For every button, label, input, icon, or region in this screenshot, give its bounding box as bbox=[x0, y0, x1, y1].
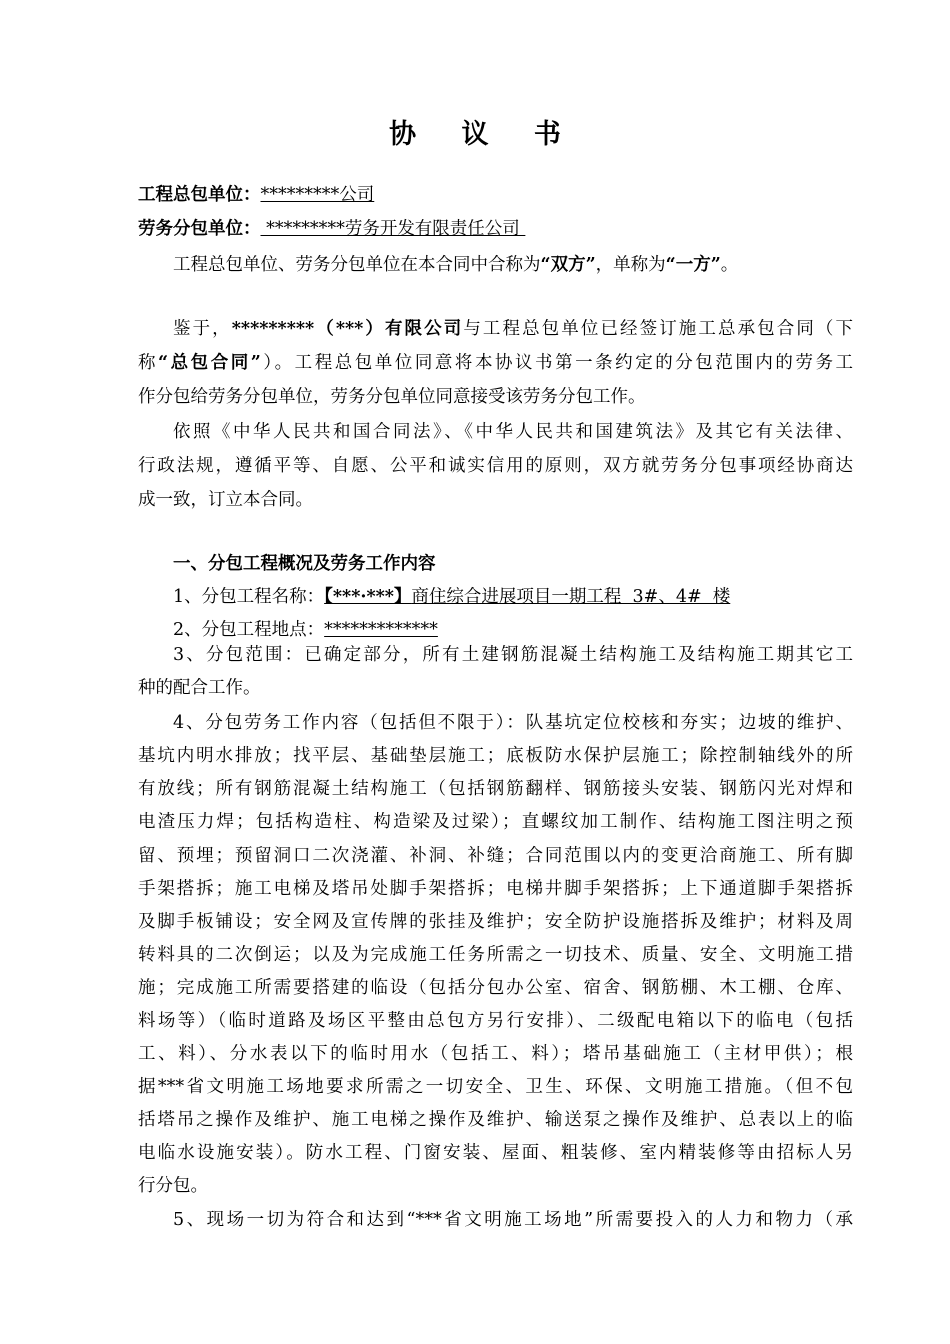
whereas-line-1 bbox=[173, 311, 853, 347]
item4-line: 转料具的二次倒运；以及为完成施工任务所需之一切技术、质量、安全、文明施工措 bbox=[138, 945, 853, 965]
item4-line: 及脚手板铺设；安全网及宣传牌的张挂及维护；安全防护设施搭拆及维护；材料及周 bbox=[138, 912, 853, 932]
basis-line-3: 成一致，订立本合同。 bbox=[138, 490, 313, 510]
item4-line: 据***省文明施工场地要求所需之一切安全、卫生、环保、文明施工措施。（但不包 bbox=[138, 1077, 853, 1097]
item3-line-1: 3、分包范围：已确定部分，所有土建钢筋混凝土结构施工及结构施工期其它工 bbox=[173, 645, 853, 665]
whereas-l2-pre: 称 bbox=[138, 353, 159, 373]
item4-line: 有放线；所有钢筋混凝土结构施工（包括钢筋翻样、钢筋接头安装、钢筋闪光对焊和 bbox=[138, 779, 853, 799]
item1-value-wrap bbox=[324, 587, 730, 607]
item2-label: 2、分包工程地点： bbox=[173, 620, 325, 640]
whereas-l2-bold: “总包合同” bbox=[158, 353, 261, 373]
item5-line-1: 5、现场一切为符合和达到“***省文明施工场地”所需要投入的人力和物力（承 bbox=[173, 1210, 853, 1230]
intro-paragraph bbox=[173, 247, 853, 283]
whereas-post: 与工程总包单位已经签订施工总承包合同（下 bbox=[463, 319, 853, 339]
item4-line: 手架搭拆；施工电梯及塔吊处脚手架搭拆；电梯井脚手架搭拆；上下通道脚手架搭拆 bbox=[138, 879, 853, 899]
intro-both: “双方” bbox=[540, 255, 596, 275]
item4-line: 基坑内明水排放；找平层、基础垫层施工；底板防水保护层施工；除控制轴线外的所 bbox=[138, 746, 853, 766]
contractor-value: *********公司 bbox=[260, 185, 375, 205]
item1-bracket: 【***·***】 bbox=[324, 587, 412, 607]
item4-line: 行分包。 bbox=[138, 1176, 208, 1196]
item4-line: 4、分包劳务工作内容（包括但不限于）：队基坑定位校核和夯实；边坡的维护、 bbox=[173, 713, 853, 733]
whereas-line-2 bbox=[138, 345, 853, 381]
contractor-label: 工程总包单位： bbox=[138, 185, 261, 205]
whereas-company: *********（***）有限公司 bbox=[231, 319, 464, 339]
item1-label: 1、分包工程名称： bbox=[173, 587, 325, 607]
item4-line: 电临水设施安装）。防水工程、门窗安装、屋面、粗装修、室内精装修等由招标人另 bbox=[138, 1143, 853, 1163]
item4-line: 括塔吊之操作及维护、施工电梯之操作及维护、输送泵之操作及维护、总表以上的临 bbox=[138, 1110, 853, 1130]
item4-line: 电渣压力焊；包括构造柱、构造梁及过梁）；直螺纹加工制作、结构施工图注明之预 bbox=[138, 812, 853, 832]
contractor-line bbox=[138, 177, 838, 213]
intro-one: “一方” bbox=[665, 255, 721, 275]
whereas-pre: 鉴于， bbox=[173, 319, 232, 339]
subcontractor-value: *********劳务开发有限责任公司 bbox=[260, 219, 526, 239]
item3-line-2: 种的配合工作。 bbox=[138, 678, 261, 698]
intro-text-pre: 工程总包单位、劳务分包单位在本合同中合称为 bbox=[173, 255, 541, 275]
item1-line bbox=[173, 579, 853, 615]
item4-line: 施；完成施工所需要搭建的临设（包括分包办公室、宿舍、钢筋棚、木工棚、仓库、 bbox=[138, 978, 853, 998]
subcontractor-line bbox=[138, 211, 838, 247]
subcontractor-label: 劳务分包单位： bbox=[138, 219, 261, 239]
intro-text-mid: ，单称为 bbox=[595, 255, 666, 275]
item4-line: 料场等）（临时道路及场区平整由总包方另行安排）、二级配电箱以下的临电（包括 bbox=[138, 1011, 853, 1031]
item4-line: 留、预埋；预留洞口二次浇灌、补洞、补缝；合同范围以内的变更洽商施工、所有脚 bbox=[138, 846, 853, 866]
section1-heading: 一、分包工程概况及劳务工作内容 bbox=[173, 554, 436, 574]
basis-line-2: 行政法规，遵循平等、自愿、公平和诚实信用的原则，双方就劳务分包事项经协商达 bbox=[138, 456, 853, 476]
document-title: 协 议 书 bbox=[389, 119, 579, 150]
item1-value: 商住综合进展项目一期工程 3#、4# 楼 bbox=[411, 587, 731, 607]
whereas-line-3: 作分包给劳务分包单位，劳务分包单位同意接受该劳务分包工作。 bbox=[138, 387, 646, 407]
whereas-l2-post: ）。工程总包单位同意将本协议书第一条约定的分包范围内的劳务工 bbox=[260, 353, 853, 373]
item4-line: 工、料）、分水表以下的临时用水（包括工、料）；塔吊基础施工（主材甲供）；根 bbox=[138, 1044, 853, 1064]
item2-value: ************* bbox=[324, 620, 438, 640]
intro-text-post: 。 bbox=[720, 255, 739, 275]
basis-line-1: 依照《中华人民共和国合同法》、《中华人民共和国建筑法》及其它有关法律、 bbox=[173, 422, 853, 442]
